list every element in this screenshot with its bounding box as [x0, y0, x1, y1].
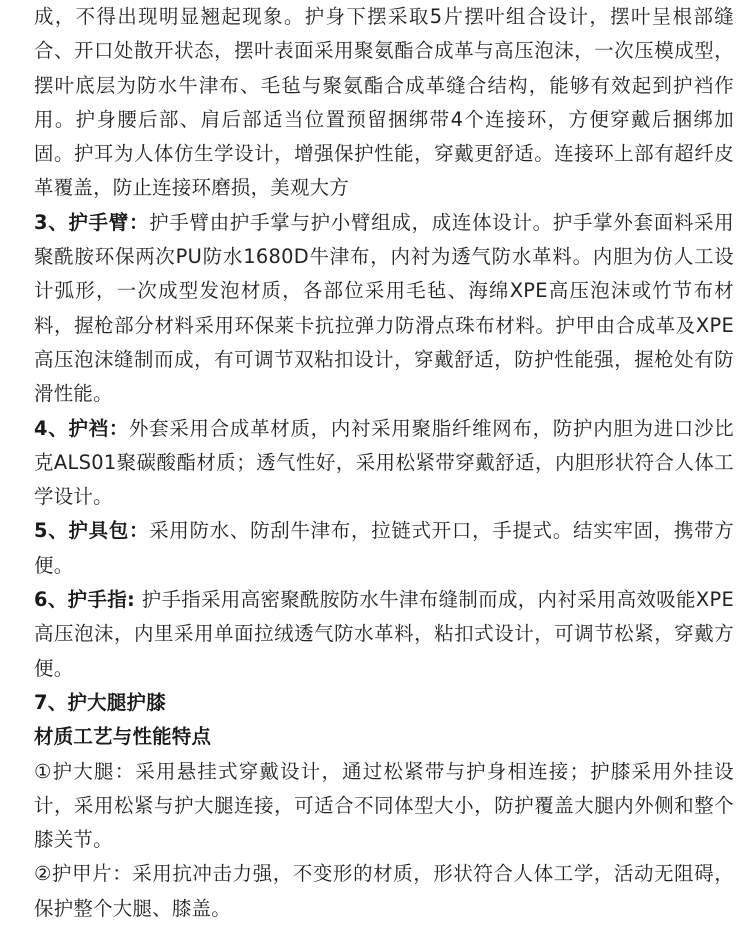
section-heading-finger-guard: 6、护手指: [34, 588, 136, 612]
section-heading-thigh-knee-guard: 7、护大腿护膝 [34, 690, 166, 714]
paragraph-arm-guard [34, 206, 734, 412]
paragraph-text: ②护甲片：采用抗冲击力强，不变形的材质，形状符合人体工学，活动无阻碍，保护整个大腿、膝盖。 [34, 862, 734, 920]
paragraph-body-armor-continuation [34, 0, 734, 206]
paragraph-gear-bag [34, 514, 734, 583]
section-heading-gear-bag: 5、护具包： [34, 519, 150, 543]
paragraph-text: 成，不得出现明显翘起现象。护身下摆采取5片摆叶组合设计，摆叶呈根部缝合、开口处散开状态，摆叶表面采用聚氨酯合成革与高压泡沫，一次压模成型，摆叶底层为防水牛津布、毛毡与聚氨酯合成革缝合结构，能够有效起到护裆作用。护身腰后部、肩后部适当位置预留捆绑带4个连接环，方便穿戴后捆绑加固。护耳为人体仿生学设计，增强保护性能，穿戴更舒适。连接环上部有超纤皮革覆盖，防止连接环磨损，美观大方 [34, 5, 734, 200]
section-heading-groin-guard: 4、护裆： [34, 416, 130, 440]
paragraph-text: 外套采用合成革材质，内衬采用聚脂纤维网布，防护内胆为进口沙比克ALS01聚碳酸酯材质；透气性好，采用松紧带穿戴舒适，内胆形状符合人体工学设计。 [34, 416, 734, 509]
paragraph-groin-guard [34, 412, 734, 515]
paragraph-text: ①护大腿：采用悬挂式穿戴设计，通过松紧带与护身相连接；护膝采用外挂设计，采用松紧与护大腿连接，可适合不同体型大小，防护覆盖大腿内外侧和整个膝关节。 [34, 759, 734, 852]
paragraph-text: 护手指采用高密聚酰胺防水牛津布缝制而成，内衬采用高效吸能XPE高压泡沫，内里采用单面拉绒透气防水革料，粘扣式设计，可调节松紧，穿戴方便。 [34, 588, 734, 680]
paragraph-thigh-knee-guard [34, 686, 734, 720]
document-body [34, 0, 734, 926]
paragraph-text: 采用防水、防刮牛津布，拉链式开口，手提式。结实牢固，携带方便。 [34, 519, 734, 577]
paragraph-material-features [34, 720, 734, 754]
paragraph-text: 护手臂由护手掌与护小臂组成，成连体设计。护手掌外套面料采用聚酰胺环保两次PU防水1680D牛津布，内衬为透气防水革料。内胆为仿人工设计弧形，一次成型发泡材质，各部位采用毛毡、海绵XPE高压泡沫或竹节布材料，握枪部分材料采用环保莱卡抗拉弹力防滑点珠布材料。护甲由合成革及XPE高压泡沫缝制而成，有可调节双粘扣设计，穿戴舒适，防护性能强，握枪处有防滑性能。 [34, 210, 734, 406]
section-heading-arm-guard: 3、护手臂： [34, 210, 150, 234]
paragraph-finger-guard [34, 583, 734, 686]
paragraph-armor-plate-item [34, 857, 734, 926]
sub-heading-material-features: 材质工艺与性能特点 [34, 725, 212, 749]
paragraph-thigh-guard-item [34, 755, 734, 858]
